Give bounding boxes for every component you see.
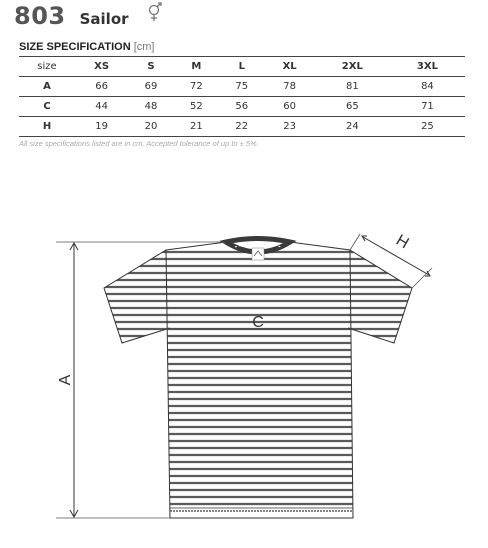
table-cell: 21 [174, 117, 219, 137]
table-cell: 65 [315, 97, 390, 117]
product-name: Sailor [79, 10, 129, 28]
table-cell: 24 [315, 117, 390, 137]
row-label: A [19, 77, 75, 97]
product-code: 803 [14, 2, 66, 30]
table-cell: 52 [174, 97, 219, 117]
table-cell: 60 [265, 97, 315, 117]
table-cell: 19 [75, 117, 128, 137]
table-cell: 44 [75, 97, 128, 117]
measure-label-c: C [252, 314, 264, 331]
size-col-header: M [174, 57, 219, 77]
row-label: H [19, 117, 75, 137]
table-cell: 71 [390, 97, 465, 117]
table-cell: 69 [128, 77, 173, 97]
spec-title-text: SIZE SPECIFICATION [19, 41, 131, 53]
table-cell: 75 [219, 77, 264, 97]
guide-line-h-start [350, 234, 360, 250]
table-cell: 48 [128, 97, 173, 117]
table-cell: 23 [265, 117, 315, 137]
table-cell: 22 [219, 117, 264, 137]
table-cell: 84 [390, 77, 465, 97]
size-col-header: S [128, 57, 173, 77]
measure-label-h: H [392, 231, 412, 253]
table-cell: 20 [128, 117, 173, 137]
size-col-header: 3XL [390, 57, 465, 77]
measure-label-a: A [57, 374, 74, 386]
table-cell: 25 [390, 117, 465, 137]
size-header-label: size [19, 57, 75, 77]
table-cell: 78 [265, 77, 315, 97]
size-col-header: L [219, 57, 264, 77]
row-label: C [19, 97, 75, 117]
table-cell: 56 [219, 97, 264, 117]
body-stripes [100, 252, 420, 504]
brand-label [252, 248, 264, 260]
table-cell: 66 [75, 77, 128, 97]
size-footnote: All size specifications listed are in cm. Accepted tolerance of up to ± 5%. [19, 139, 259, 148]
size-col-header: 2XL [315, 57, 390, 77]
table-cell: 72 [174, 77, 219, 97]
table-cell: 81 [315, 77, 390, 97]
spec-unit: [cm] [133, 41, 155, 53]
size-col-header: XS [75, 57, 128, 77]
size-col-header: XL [265, 57, 315, 77]
